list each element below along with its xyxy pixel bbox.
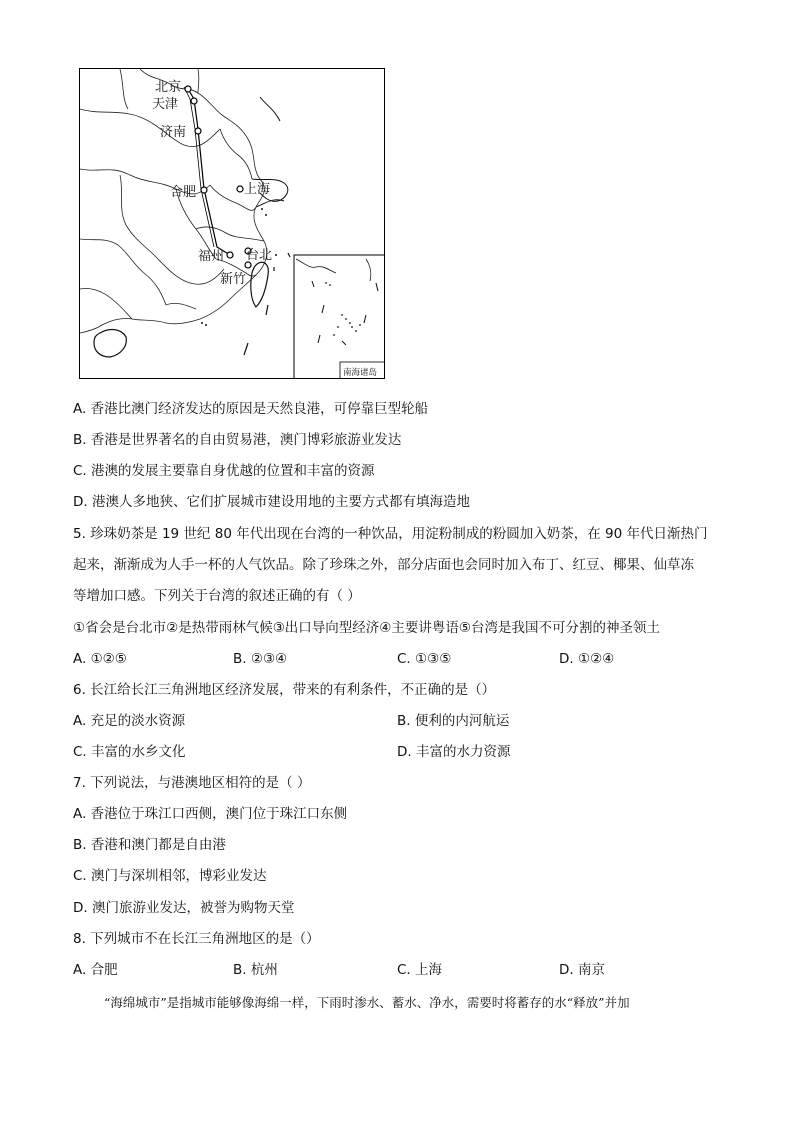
q6-option-d: D. 丰富的水力资源 — [397, 744, 511, 760]
tianjin-marker — [191, 98, 197, 104]
q5-stem-line2: 起来，渐渐成为人手一杯的人气饮品。除了珍珠之外，部分店面也会同时加入布丁、红豆、椰果、仙草冻 — [73, 557, 694, 573]
q8-option-b: B. 杭州 — [233, 962, 278, 978]
railway-route — [188, 89, 230, 255]
q8-stem: 8. 下列城市不在长江三角洲地区的是（） — [73, 931, 320, 947]
q7-option-b: B. 香港和澳门都是自由港 — [73, 837, 226, 853]
q5-option-c: C. ①③⑤ — [397, 651, 452, 667]
q7-option-d: D. 澳门旅游业发达，被誉为购物天堂 — [73, 900, 295, 916]
q4-option-a: A. 香港比澳门经济发达的原因是天然良港，可停靠巨型轮船 — [73, 401, 429, 417]
q7-option-a: A. 香港位于珠江口西侧，澳门位于珠江口东侧 — [73, 806, 348, 822]
city-label-shanghai: 上海 — [244, 182, 271, 197]
beijing-marker — [185, 86, 191, 92]
china-east-map — [80, 69, 385, 379]
map-figure — [79, 68, 385, 379]
inset-label: 南海诸岛 — [343, 368, 378, 378]
q6-option-c: C. 丰富的水乡文化 — [73, 744, 186, 760]
fuzhou-marker — [227, 252, 233, 258]
q6-stem: 6. 长江给长江三角洲地区经济发展，带来的有利条件，不正确的是（） — [73, 682, 496, 698]
city-label-beijing: 北京 — [155, 80, 182, 95]
q8-option-c: C. 上海 — [397, 962, 443, 978]
q4-option-b: B. 香港是世界著名的自由贸易港，澳门博彩旅游业发达 — [73, 432, 402, 448]
sponge-city-paragraph: “海绵城市”是指城市能够像海绵一样，下雨时渗水、蓄水、净水，需要时将蓄存的水“释放”并加 — [104, 995, 630, 1010]
q4-option-d: D. 港澳人多地狭、它们扩展城市建设用地的主要方式都有填海造地 — [73, 494, 470, 510]
shanghai-marker — [237, 186, 243, 192]
city-label-xinzhu: 新竹 — [220, 272, 247, 287]
q8-option-d: D. 南京 — [559, 962, 605, 978]
hefei-marker — [201, 187, 207, 193]
city-label-fuzhou: 福州 — [198, 249, 225, 264]
q5-option-a: A. ①②⑤ — [73, 651, 127, 667]
q6-option-b: B. 便利的内河航运 — [397, 713, 510, 729]
taiwan-island — [251, 262, 269, 307]
q5-stem-line1: 5. 珍珠奶茶是 19 世纪 80 年代出现在台湾的一种饮品，用淀粉制成的粉圆加入奶茶，在 90 年代日渐热门 — [73, 526, 708, 542]
q4-option-c: C. 港澳的发展主要靠自身优越的位置和丰富的资源 — [73, 463, 375, 479]
q7-option-c: C. 澳门与深圳相邻，博彩业发达 — [73, 868, 267, 884]
q5-stem-line3: 等增加口感。下列关于台湾的叙述正确的有（ ） — [73, 588, 361, 604]
q6-option-a: A. 充足的淡水资源 — [73, 713, 186, 729]
q5-option-b: B. ②③④ — [233, 651, 288, 667]
q5-statements: ①省会是台北市②是热带雨林气候③出口导向型经济④主要讲粤语⑤台湾是我国不可分割的神圣领土 — [73, 620, 661, 636]
south-china-sea-inset — [294, 255, 385, 379]
hainan-island — [94, 330, 126, 357]
city-label-tianjin: 天津 — [152, 97, 179, 112]
q8-option-a: A. 合肥 — [73, 962, 118, 978]
city-label-jinan: 济南 — [160, 125, 187, 140]
q5-option-d: D. ①②④ — [559, 651, 615, 667]
jinan-marker — [195, 128, 201, 134]
city-label-hefei: 合肥 — [170, 185, 197, 200]
q7-stem: 7. 下列说法，与港澳地区相符的是（ ） — [73, 775, 311, 791]
city-label-taibei: 台北 — [246, 248, 273, 263]
